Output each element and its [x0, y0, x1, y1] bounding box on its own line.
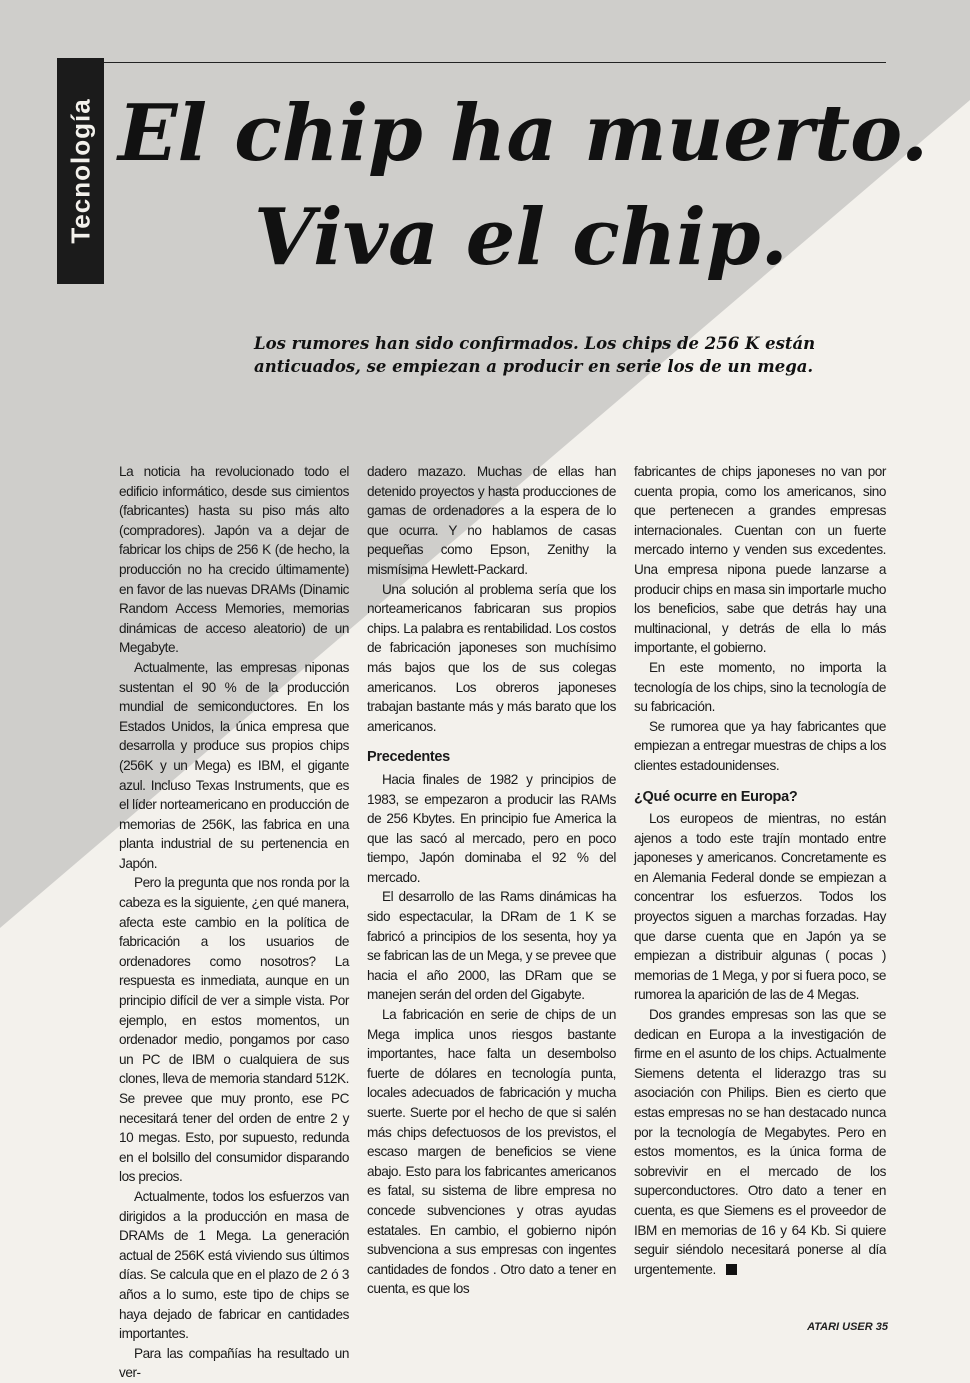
paragraph: La noticia ha revolucionado todo el edificio informático, desde sus cimientos (fabricantes) hasta su piso más alto (compradores). Japón va a dejar de fabricar los chips de 256 K (de hecho, la producción no ha crecido últimamente) en favor de las nuevas DRAMs (Dinamic Random Access Memories, memorias dinámicas de acceso aleatorio) de un Megabyte. — [119, 464, 349, 656]
paragraph: En este momento, no importa la tecnología de los chips, sino la tecnología de su fabricación. — [634, 659, 886, 715]
text-column-2 — [367, 462, 616, 1297]
paragraph-last — [634, 1005, 886, 1279]
paragraph-last-text: Dos grandes empresas son las que se dedican en Europa a la investigación de firme en el asunto de los chips. Actualmente Siemens detenta el liderazgo tras su asociación con Philips. Bien es cierto que estas empresas no se han destacado nunca por la tecnología de Megabytes. Pero en estos momentos, es la única forma de sobrevivir en el mercado de los superconductores. Otro dato a tener en cuenta, es que Siemens es el proveedor de IBM en memorias de 16 y 64 Kb. Si quiere seguir siéndolo necesitará ponerse al día urgentemente. — [634, 1007, 886, 1277]
section-heading-europa: ¿Qué ocurre en Europa? — [634, 788, 798, 805]
paragraph: dadero mazazo. Muchas de ellas han detenido proyectos y hasta producciones de gamas de ordenadores a la espera de lo que ocurra. Y no hablamos de casas pequeñas como Epson, Zenithy la mismísima Hewlett-Packard. — [367, 464, 616, 577]
end-of-article-square-icon — [726, 1264, 737, 1275]
section-heading-precedentes: Precedentes — [367, 749, 450, 766]
paragraph: Hacia finales de 1982 y principios de 1983, se empezaron a producir las RAMs de 256 Kbytes. En principio fue America la que las sacó al mercado, pero en poco tiempo, Japón dominaba el 92 % del mercado. — [367, 771, 616, 885]
paragraph: fabricantes de chips japoneses no van por cuenta propia, como los americanos, sino que pertenecen a grandes empresas internacionales. Cuentan con un fuerte mercado interno y venden sus excedentes. Una empresa nipona puede lanzarse a producir chips en masa sin importarle mucho los beneficios, sabe que detrás hay una multinacional, y detrás de ella lo más importante, el gobierno. — [634, 464, 886, 656]
header-rule — [104, 62, 886, 63]
section-tab-label: Tecnología — [65, 98, 95, 244]
paragraph: Pero la pregunta que nos ronda por la cabeza es la siguiente, ¿en qué manera, afecta este cambio en la política de fabricación a los usuarios de ordenadores como nosotros? La respuesta es inmediata, aunque en un principio difícil de ver a simple vista. Por ejemplo, en estos momentos, un ordenador medio, pongamos por caso un PC de IBM o cualquiera de sus clones, lleva de memoria standard 512K. Se prevee que muy pronto, ese PC necesitará tener del orden de entre 2 y 10 megas. Esto, por supuesto, redunda en el bolsillo del consumidor disparando los precios. — [119, 875, 349, 1185]
page-footer: ATARI USER 35 — [807, 1321, 888, 1333]
paragraph: El desarrollo de las Rams dinámicas ha sido espectacular, la DRam de 1 K se fabricó a principios de los sesenta, hoy ya se fabrican las de un Mega, y se prevee que hacia el año 2000, las DRam que se manejen serán del orden del Gigabyte. — [367, 889, 616, 1003]
paragraph: Actualmente, todos los esfuerzos van dirigidos a la producción en masa de DRAMs de 1 Mega. La generación actual de 256K está viviendo sus últimos días. Se calcula que en el plazo de 2 ó 3 años a lo sumo, este tipo de chips se haya dejado de fabricar en cantidades importantes. — [119, 1188, 349, 1342]
text-column-3 — [634, 462, 886, 1282]
article-title — [118, 82, 928, 290]
article-subtitle: Los rumores han sido confirmados. Los chips de 256 K están anticuados, se empiezan a producir en serie los de un mega. — [254, 334, 816, 376]
paragraph: Una solución al problema sería que los norteamericanos fabricaran sus propios chips. La palabra es rentabilidad. Los costos de fabricación japoneses son muchísimo más bajos que los de sus colegas americanos. Los obreros japoneses trabajan bastante más y más barato que los americanos. — [367, 581, 616, 734]
paragraph: Actualmente, las empresas niponas sustentan el 90 % de la producción mundial de semiconductores. En los Estados Unidos, la única empresa que desarrolla y produce sus propios chips (256K y un Mega) es IBM, el gigante azul. Incluso Texas Instruments, que es el líder norteamericano en producción de memorias de 256K, las fabrica en una planta industrial de su pertenencia en Japón. — [119, 659, 349, 871]
title-line-2: Viva el chip. — [254, 192, 788, 283]
paragraph: Se rumorea que ya hay fabricantes que empiezan a entregar muestras de chips a los clientes estadounidenses. — [634, 718, 886, 773]
paragraph: Para las compañías ha resultado un ver- — [119, 1345, 349, 1381]
title-line-1: El chip ha muerto. — [118, 88, 928, 179]
section-tab — [57, 58, 104, 284]
text-column-1 — [119, 462, 349, 1381]
paragraph: Los europeos de mientras, no están ajenos a todo este trajín montado entre japoneses y americanos. Concretamente es en Alemania Federal donde se empiezan a concentrar los esfuerzos. Todos los proyectos siguen a marchas forzadas. Hay que darse cuenta que en Japón ya se empiezan a distribuir algunas ( pocas ) memorias de 1 Mega, y por si fuera poco, se rumorea la aparición de las de 4 Megas. — [634, 811, 886, 1003]
paragraph: La fabricación en serie de chips de un Mega implica unos riesgos bastante importantes, hace falta un desembolso fuerte de dólares en tecnología punta, locales adecuados de fabricación y mucha suerte. Suerte por el hecho de que si salén más chips defectuosos de los previstos, el escaso margen de beneficios se viene abajo. Esto para los fabricantes americanos es fatal, su sistema de libre empresa no concede subvenciones y otras ayudas estatales. En cambio, el gobierno nipón subvenciona a sus empresas con ingentes cantidades de fondos . Otro dato a tener en cuenta, es que los — [367, 1007, 616, 1297]
